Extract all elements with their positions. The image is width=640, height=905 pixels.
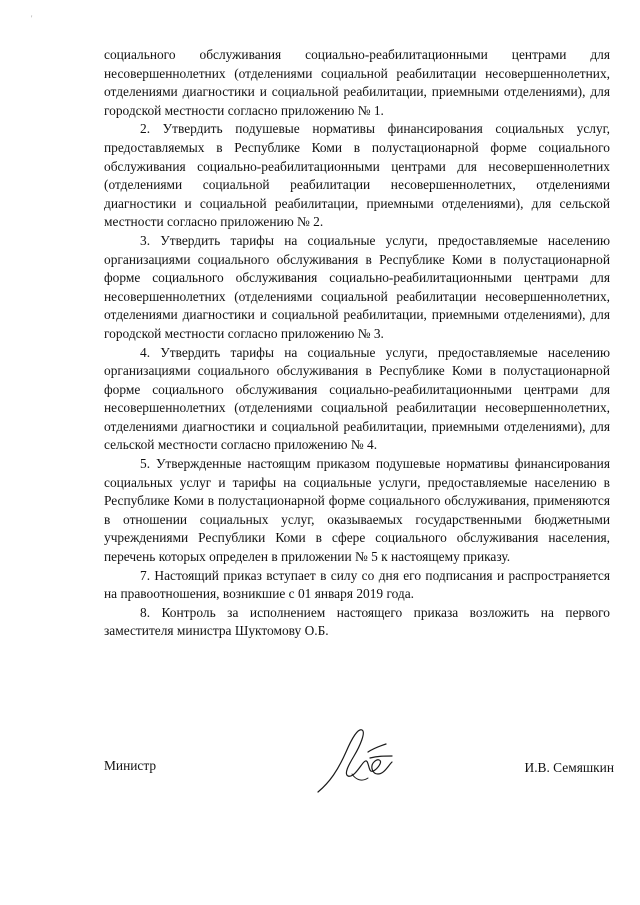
paragraph-item-2: 2. Утвердить подушевые нормативы финансирования социальных услуг, предоставляемых в Республике Коми в полустационарной форме социального обслуживания социально-реабилитационными центрами для несовершеннолетних (отделениями социальной реабилитации несовершеннолетних, отделениями диагностики и социальной реабилитации, приемными отделениями), для сельской местности согласно приложению № 2. [104,121,610,230]
signer-name: И.В. Семяшкин [524,760,614,775]
document-body [104,46,610,641]
handwritten-signature [308,722,404,798]
paragraph-item-8: 8. Контроль за исполнением настоящего приказа возложить на первого заместителя министра Шуктомову О.Б. [104,604,610,639]
corner-mark: ' [31,14,33,23]
paragraph-item-3: 3. Утвердить тарифы на социальные услуги, предоставляемые населению организациями социального обслуживания в Республике Коми в полустационарной форме социального обслуживания социально-реабилитационными центрами для несовершеннолетних (отделениями социальной реабилитации несовершеннолетних, отделениями диагностики и социальной реабилитации, приемными отделениями), для городской местности согласно приложению № 3. [104,232,610,341]
signer-position: Министр [104,758,157,773]
paragraph-item-4: 4. Утвердить тарифы на социальные услуги, предоставляемые населению организациями социального обслуживания в Республике Коми в полустационарной форме социального обслуживания социально-реабилитационными центрами для несовершеннолетних (отделениями социальной реабилитации несовершеннолетних, отделениями диагностики и социальной реабилитации, приемными отделениями), для сельской местности согласно приложению № 4. [104,344,610,453]
paragraph-item-5: 5. Утвержденные настоящим приказом подушевые нормативы финансирования социальных услуг и тарифы на социальные услуги, предоставляемые населению в Республике Коми в полустационарной форме социального обслуживания, применяются в отношении социальных услуг, оказываемых государственными бюджетными учреждениями Республики Коми в сфере социального обслуживания населения, перечень которых определен в приложении № 5 к настоящему приказу. [104,456,610,565]
paragraph-continuation: социального обслуживания социально-реабилитационными центрами для несовершеннолетних (отделениями социальной реабилитации несовершеннолетних, отделениями диагностики и социальной реабилитации, приемными отделениями), для городской местности согласно приложению № 1. [104,47,610,118]
paragraph-item-7: 7. Настоящий приказ вступает в силу со дня его подписания и распространяется на правоотношения, возникшие с 01 января 2019 года. [104,567,610,602]
